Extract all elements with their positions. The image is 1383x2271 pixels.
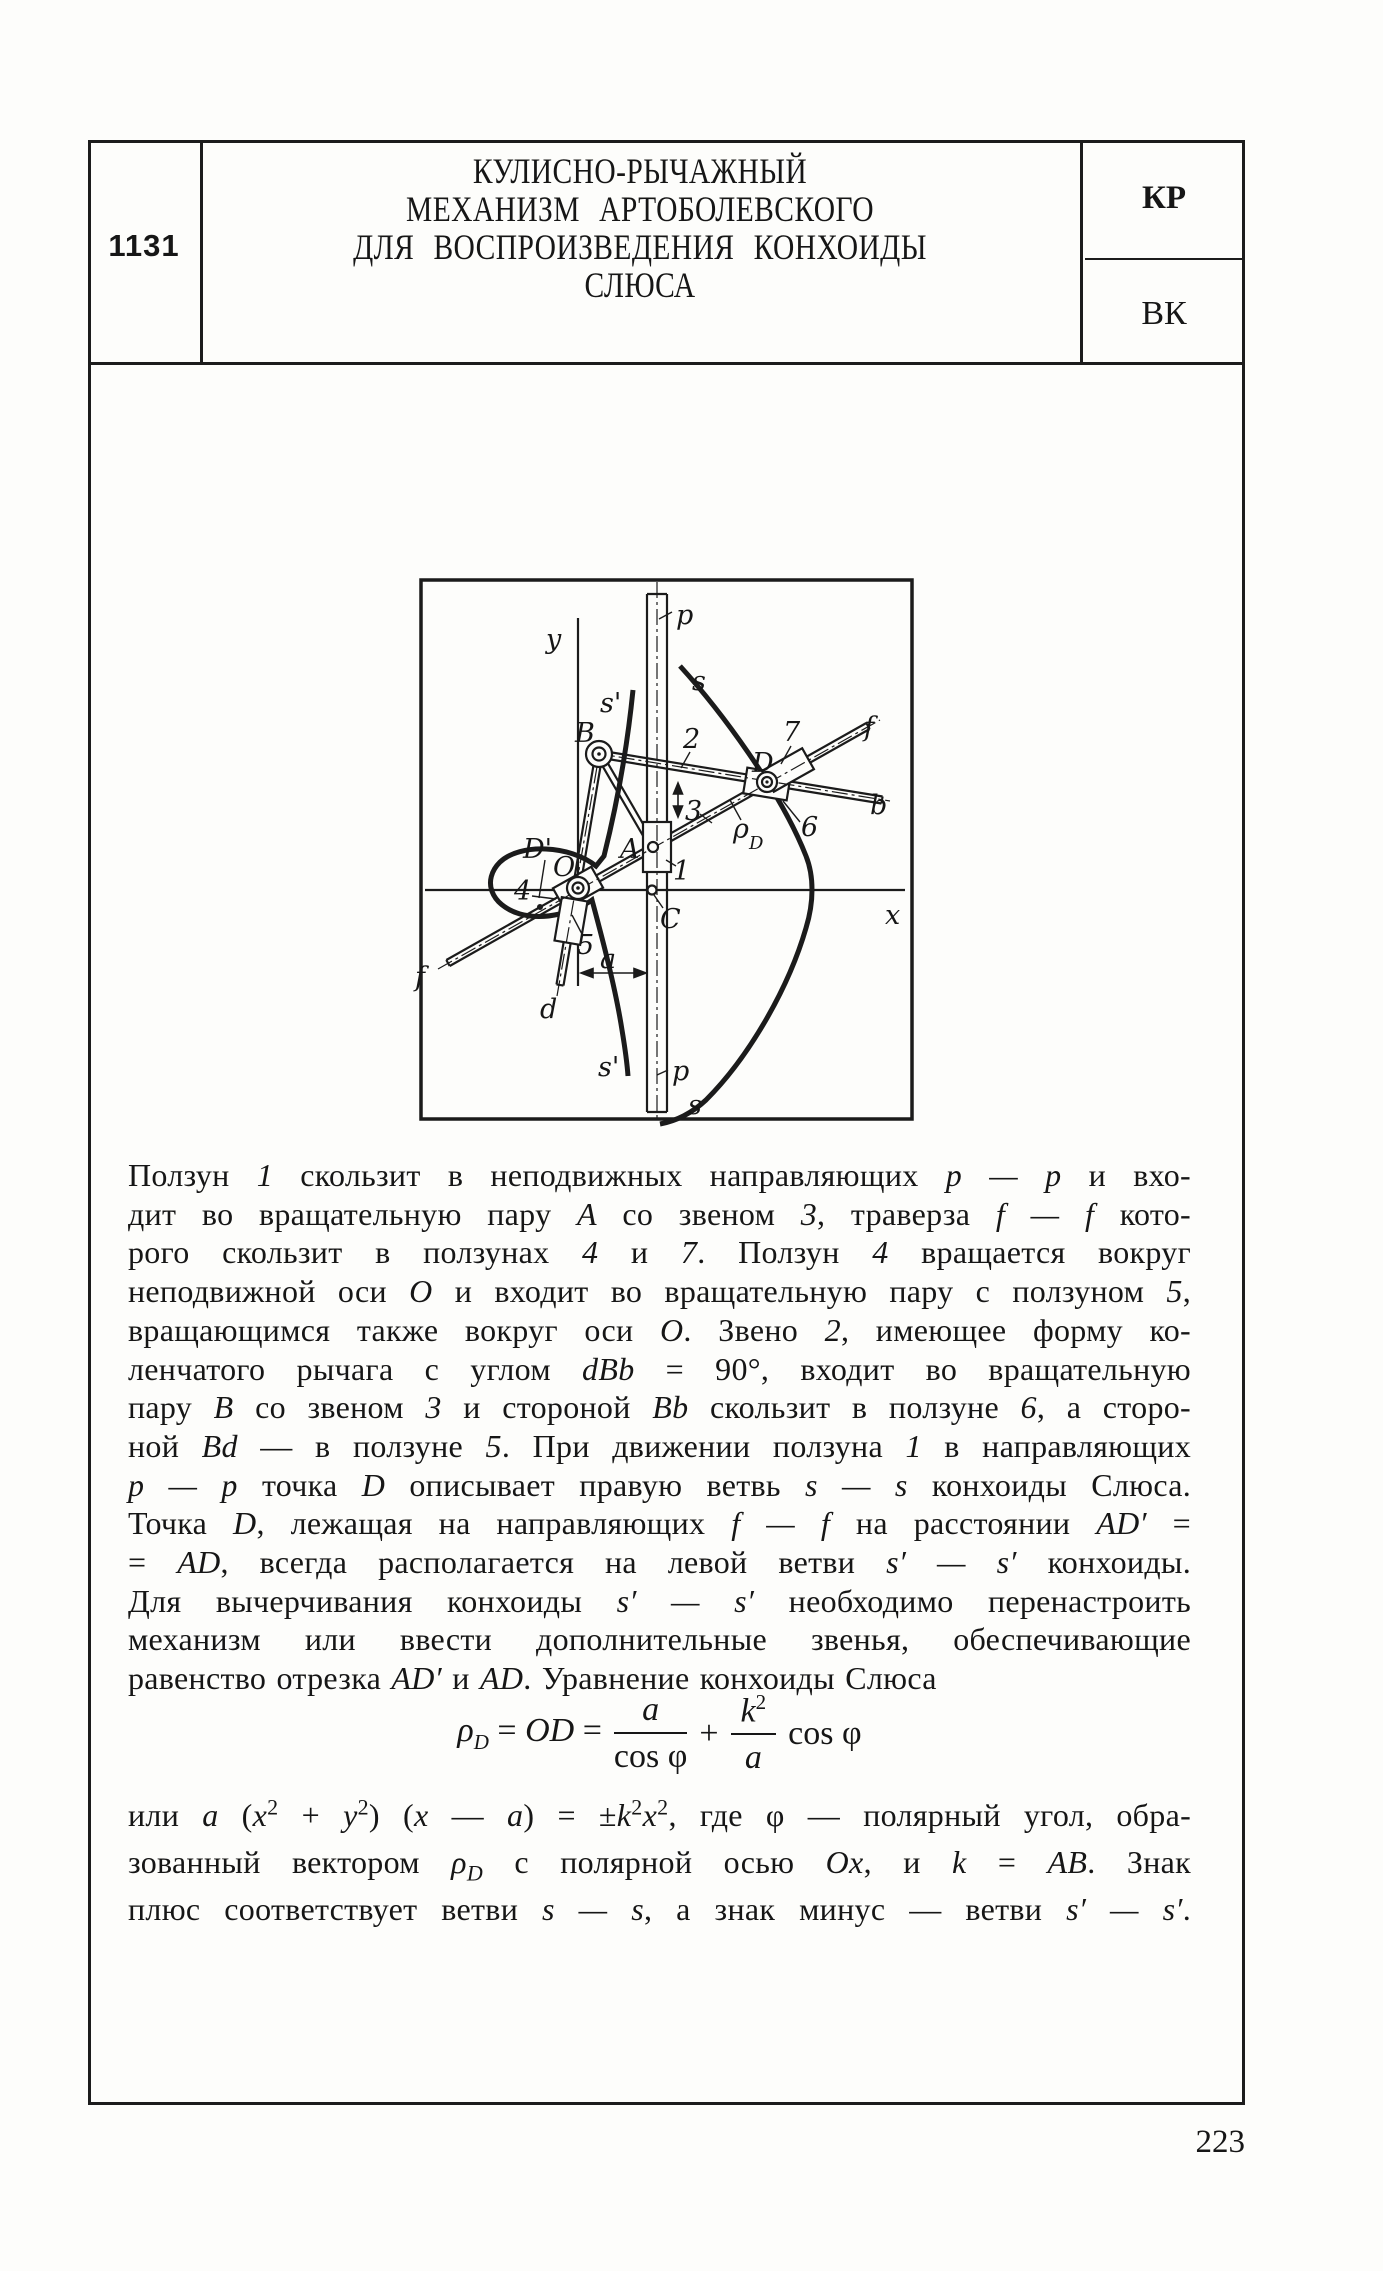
diagram-label-2: 2 <box>683 724 701 755</box>
header-divider-left <box>200 140 203 365</box>
diagram-label-f-top: f <box>864 712 874 743</box>
equation-note-paragraph <box>128 1792 1191 1933</box>
text-line: рого скользит в ползунах 4 и 7. Ползун 4 вращается вокруг <box>128 1234 1191 1271</box>
text-line: Для вычерчивания конхоиды s′ — s′ необходимо перенастроить <box>128 1582 1191 1619</box>
text-line: дит во вращательную пару А со звеном 3, траверза f — f кото- <box>128 1195 1191 1232</box>
code-cell-divider <box>1085 258 1242 260</box>
text-line: ленчатого рычага с углом dBb = 90°, входит во вращательную <box>128 1350 1192 1387</box>
text-line: = AD, всегда располагается на левой ветви s′ — s′ конхоиды. <box>128 1544 1191 1581</box>
text-line: неподвижной оси О и входит во вращательную пару с ползуном 5, <box>128 1273 1191 1310</box>
diagram-label-s-bottom: s <box>688 1090 702 1121</box>
diagram-label-a: a <box>600 944 617 975</box>
classification-code-bottom: ВК <box>1141 295 1187 332</box>
classification-code-top: КР <box>1141 180 1187 216</box>
mechanism-diagram <box>410 570 925 1132</box>
text-line: пару В со звеном 3 и стороной Bb скользит в ползуне 6, а сторо- <box>128 1389 1191 1426</box>
text-line: ной Bd — в ползуне 5. При движении ползуна 1 в направляющих <box>128 1427 1192 1464</box>
formula-tail: cos φ <box>788 1714 862 1752</box>
text-line: Ползун 1 скользит в неподвижных направляющих p — p и вхо- <box>128 1157 1191 1193</box>
diagram-label-f-bottom: f <box>415 962 425 993</box>
diagram-label-4: 4 <box>514 876 532 907</box>
diagram-label-D-prime: D' <box>523 834 553 865</box>
point-C <box>648 886 657 895</box>
diagram-label-A: A <box>620 834 640 865</box>
title-line-1: КУЛИСНО-РЫЧАЖНЫЙ <box>472 151 808 191</box>
description-paragraph <box>128 1156 1191 1698</box>
text-line: механизм или ввести дополнительные звенья, обеспечивающие <box>128 1621 1191 1658</box>
title-line-2: МЕХАНИЗМ АРТОБОЛЕВСКОГО <box>406 189 874 229</box>
diagram-label-p-bottom: p <box>672 1056 690 1087</box>
diagram-label-y: y <box>546 624 562 655</box>
diagram-label-s1-top: s' <box>600 688 622 719</box>
joint-A <box>648 842 658 852</box>
diagram-label-3: 3 <box>685 796 703 827</box>
diagram-label-s1-bottom: s' <box>598 1052 620 1083</box>
diagram-label-D: D <box>752 748 774 779</box>
text-line: Точка D, лежащая на направляющих f — f на расстоянии AD′ = <box>128 1505 1191 1542</box>
formula-plus: + <box>699 1714 719 1752</box>
diagram-label-x: x <box>885 900 901 931</box>
header-bottom-rule <box>88 362 1242 365</box>
diagram-label-B: B <box>575 718 595 749</box>
diagram-label-b: b <box>870 790 888 821</box>
diagram-label-7: 7 <box>783 717 801 748</box>
diagram-label-6: 6 <box>801 812 819 843</box>
diagram-label-s-top: s <box>692 666 706 697</box>
formula-lhs: $\rho_D$ = OD = <box>457 1712 602 1755</box>
text-line: зованный вектором $\rho_D$ с полярной осью Ox, и k = AB. Знак <box>128 1844 1191 1886</box>
text-line: p — p точка D описывает правую ветвь s — s конхоиды Слюса. <box>128 1466 1192 1503</box>
diagram-label-1: 1 <box>673 856 691 887</box>
point-D-prime <box>537 904 543 910</box>
title-line-3: ДЛЯ ВОСПРОИЗВЕДЕНИЯ КОНХОИДЫ <box>353 227 927 267</box>
text-line: или a $(x^2 + y^2)$ (x — $a) = \pm k^2x^2$, где φ — полярный угол, обра- <box>128 1794 1192 1833</box>
diagram-label-O: O <box>553 852 576 883</box>
conchoid-equation <box>128 1690 1191 1777</box>
text-line: равенство отрезка AD′ и AD. Уравнение конхоиды Слюса <box>128 1660 937 1697</box>
page-number: 223 <box>1195 2124 1245 2160</box>
item-number: 1131 <box>108 228 180 263</box>
diagram-label-p-top: p <box>676 600 694 631</box>
title-line-4: СЛЮСА <box>584 265 696 305</box>
diagram-label-5: 5 <box>577 930 595 961</box>
page-title <box>279 152 1001 304</box>
formula-fraction-2: $\frac{k^2}{a}$ <box>731 1690 777 1777</box>
text-line: плюс соответствует ветви s — s, а знак минус — ветви s′ — s′. <box>128 1891 1192 1927</box>
motion-arrow <box>674 783 683 817</box>
diagram-label-rho: ρ <box>733 814 749 845</box>
formula-fraction-1: $\frac{a}{\text{cos φ}}$ <box>613 1691 688 1776</box>
diagram-label-C: C <box>660 904 681 935</box>
diagram-label-rho-sub: D <box>749 833 764 854</box>
text-line: вращающимся также вокруг оси О. Звено 2, имеющее форму ко- <box>128 1311 1192 1348</box>
diagram-label-d: d <box>540 994 558 1025</box>
